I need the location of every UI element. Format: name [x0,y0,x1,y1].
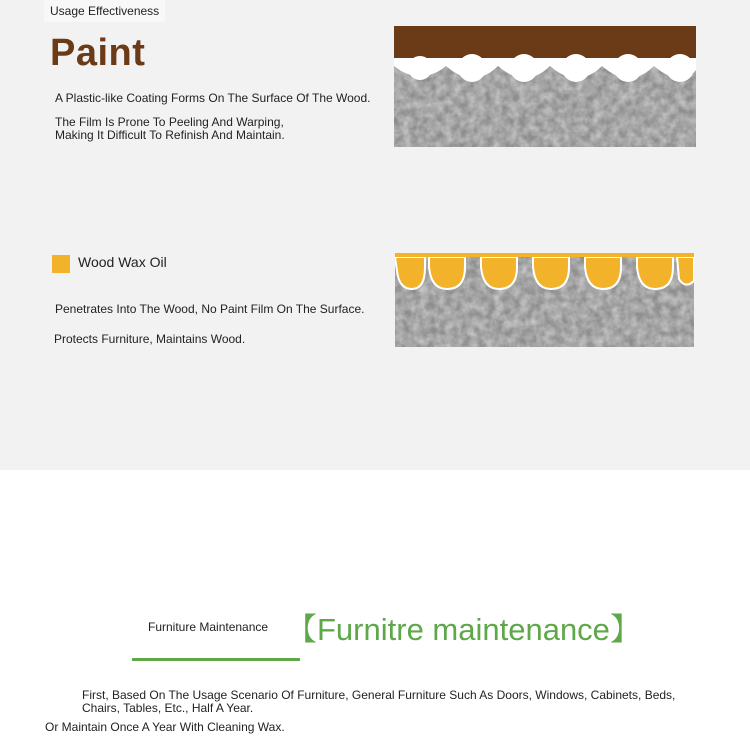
wax-desc-line2: Protects Furniture, Maintains Wood. [54,332,246,346]
wax-surface-band [395,253,694,257]
paint-desc-line3: Making It Difficult To Refinish And Maintain. [55,128,285,142]
tag-label: Usage Effectiveness [50,4,160,18]
furniture-maintenance-title: 【Furnitre maintenance】 [286,612,641,647]
maintenance-para-line1: First, Based On The Usage Scenario Of Furniture, General Furniture Such As Doors, Windows, Cabinets, Beds, [82,688,676,702]
wax-oil-illustration [395,253,694,347]
usage-effectiveness-tag [44,0,165,22]
wax-bullet-square [52,255,70,273]
paint-heading: Paint [50,32,146,74]
paint-desc-line1: A Plastic-like Coating Forms On The Surface Of The Wood. [55,91,371,105]
wax-penetration-drops [395,257,694,289]
section-divider [132,658,300,661]
furniture-maintenance-label: Furniture Maintenance [148,620,269,634]
paint-desc-line2: The Film Is Prone To Peeling And Warping, [55,115,284,129]
maintenance-para-line3: Or Maintain Once A Year With Cleaning Wax. [45,720,285,734]
wax-desc-line1: Penetrates Into The Wood, No Paint Film On The Surface. [55,302,365,316]
paint-coating-illustration [394,26,696,147]
wood-wax-oil-heading: Wood Wax Oil [78,254,167,270]
paint-film-layer [394,26,696,58]
maintenance-para-line2: Chairs, Tables, Etc., Half A Year. [82,701,254,715]
